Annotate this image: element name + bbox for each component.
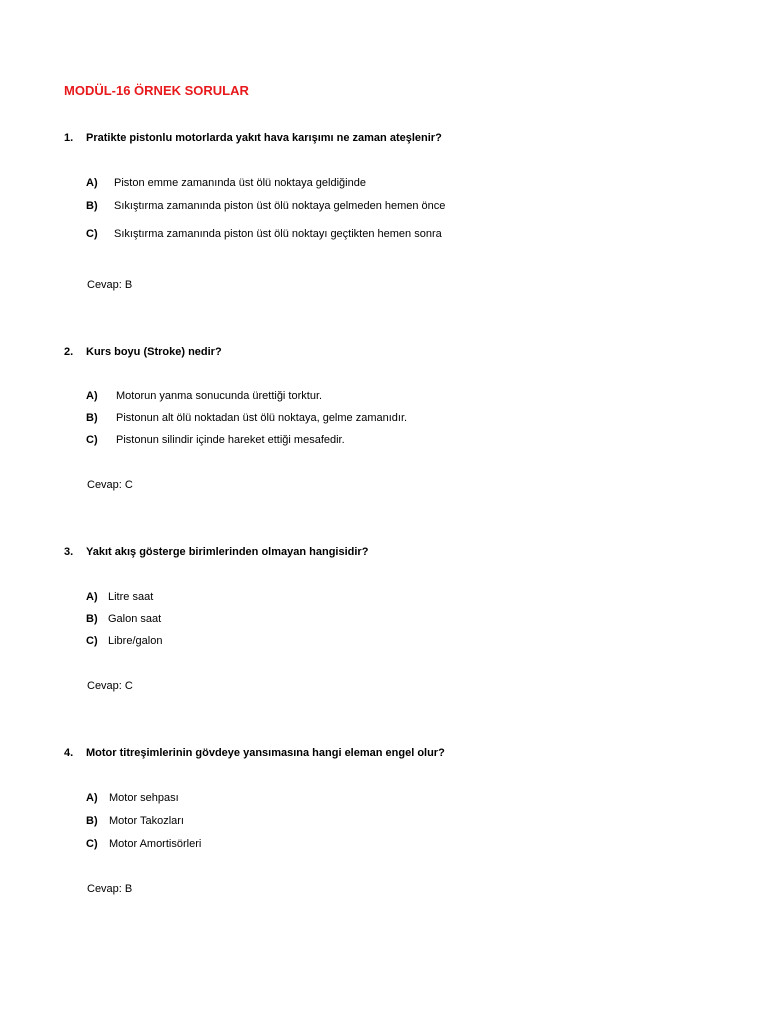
option-text: Pistonun alt ölü noktadan üst ölü noktaya, gelme zamanıdır. <box>116 412 408 424</box>
option-4a <box>86 792 179 804</box>
question-3 <box>64 546 368 558</box>
option-letter: B) <box>86 613 98 625</box>
question-text: Pratikte pistonlu motorlarda yakıt hava karışımı ne zaman ateşlenir? <box>86 132 442 144</box>
question-1 <box>64 132 442 144</box>
option-letter: A) <box>86 591 98 603</box>
option-letter: B) <box>86 412 98 424</box>
option-3a <box>86 591 153 603</box>
question-number: 3. <box>64 546 74 558</box>
answer-4: Cevap: B <box>87 883 133 895</box>
option-1c <box>86 228 442 240</box>
question-text: Motor titreşimlerinin gövdeye yansımasına hangi eleman engel olur? <box>86 747 445 759</box>
question-number: 1. <box>64 132 74 144</box>
option-text: Litre saat <box>108 591 154 603</box>
page-title: MODÜL-16 ÖRNEK SORULAR <box>64 83 249 98</box>
answer-2: Cevap: C <box>87 479 133 491</box>
option-text: Motorun yanma sonucunda ürettiği torktur. <box>116 390 323 402</box>
option-2a <box>86 390 322 402</box>
option-letter: B) <box>86 815 98 827</box>
option-3b <box>86 613 161 625</box>
question-text: Yakıt akış gösterge birimlerinden olmayan hangisidir? <box>86 546 369 558</box>
option-4b <box>86 815 184 827</box>
option-4c <box>86 838 201 850</box>
question-2 <box>64 346 222 358</box>
option-text: Motor Amortisörleri <box>109 838 202 850</box>
question-4 <box>64 747 445 759</box>
option-text: Motor sehpası <box>109 792 179 804</box>
option-text: Sıkıştırma zamanında piston üst ölü noktaya gelmeden hemen önce <box>114 200 446 212</box>
question-text: Kurs boyu (Stroke) nedir? <box>86 346 222 358</box>
answer-1: Cevap: B <box>87 279 133 291</box>
option-text: Pistonun silindir içinde hareket ettiği mesafedir. <box>116 434 345 446</box>
option-text: Motor Takozları <box>109 815 184 827</box>
option-letter: A) <box>86 390 98 402</box>
option-2c <box>86 434 345 446</box>
option-text: Libre/galon <box>108 635 163 647</box>
question-number: 4. <box>64 747 74 759</box>
option-3c <box>86 635 162 647</box>
option-letter: C) <box>86 838 98 850</box>
option-1a <box>86 177 366 189</box>
option-2b <box>86 412 407 424</box>
question-number: 2. <box>64 346 74 358</box>
option-1b <box>86 200 445 212</box>
answer-3: Cevap: C <box>87 680 133 692</box>
option-text: Sıkıştırma zamanında piston üst ölü noktayı geçtikten hemen sonra <box>114 228 442 240</box>
option-text: Piston emme zamanında üst ölü noktaya geldiğinde <box>114 177 366 189</box>
option-text: Galon saat <box>108 613 162 625</box>
option-letter: A) <box>86 792 98 804</box>
option-letter: B) <box>86 200 98 212</box>
option-letter: C) <box>86 635 98 647</box>
option-letter: C) <box>86 434 98 446</box>
option-letter: C) <box>86 228 98 240</box>
option-letter: A) <box>86 177 98 189</box>
